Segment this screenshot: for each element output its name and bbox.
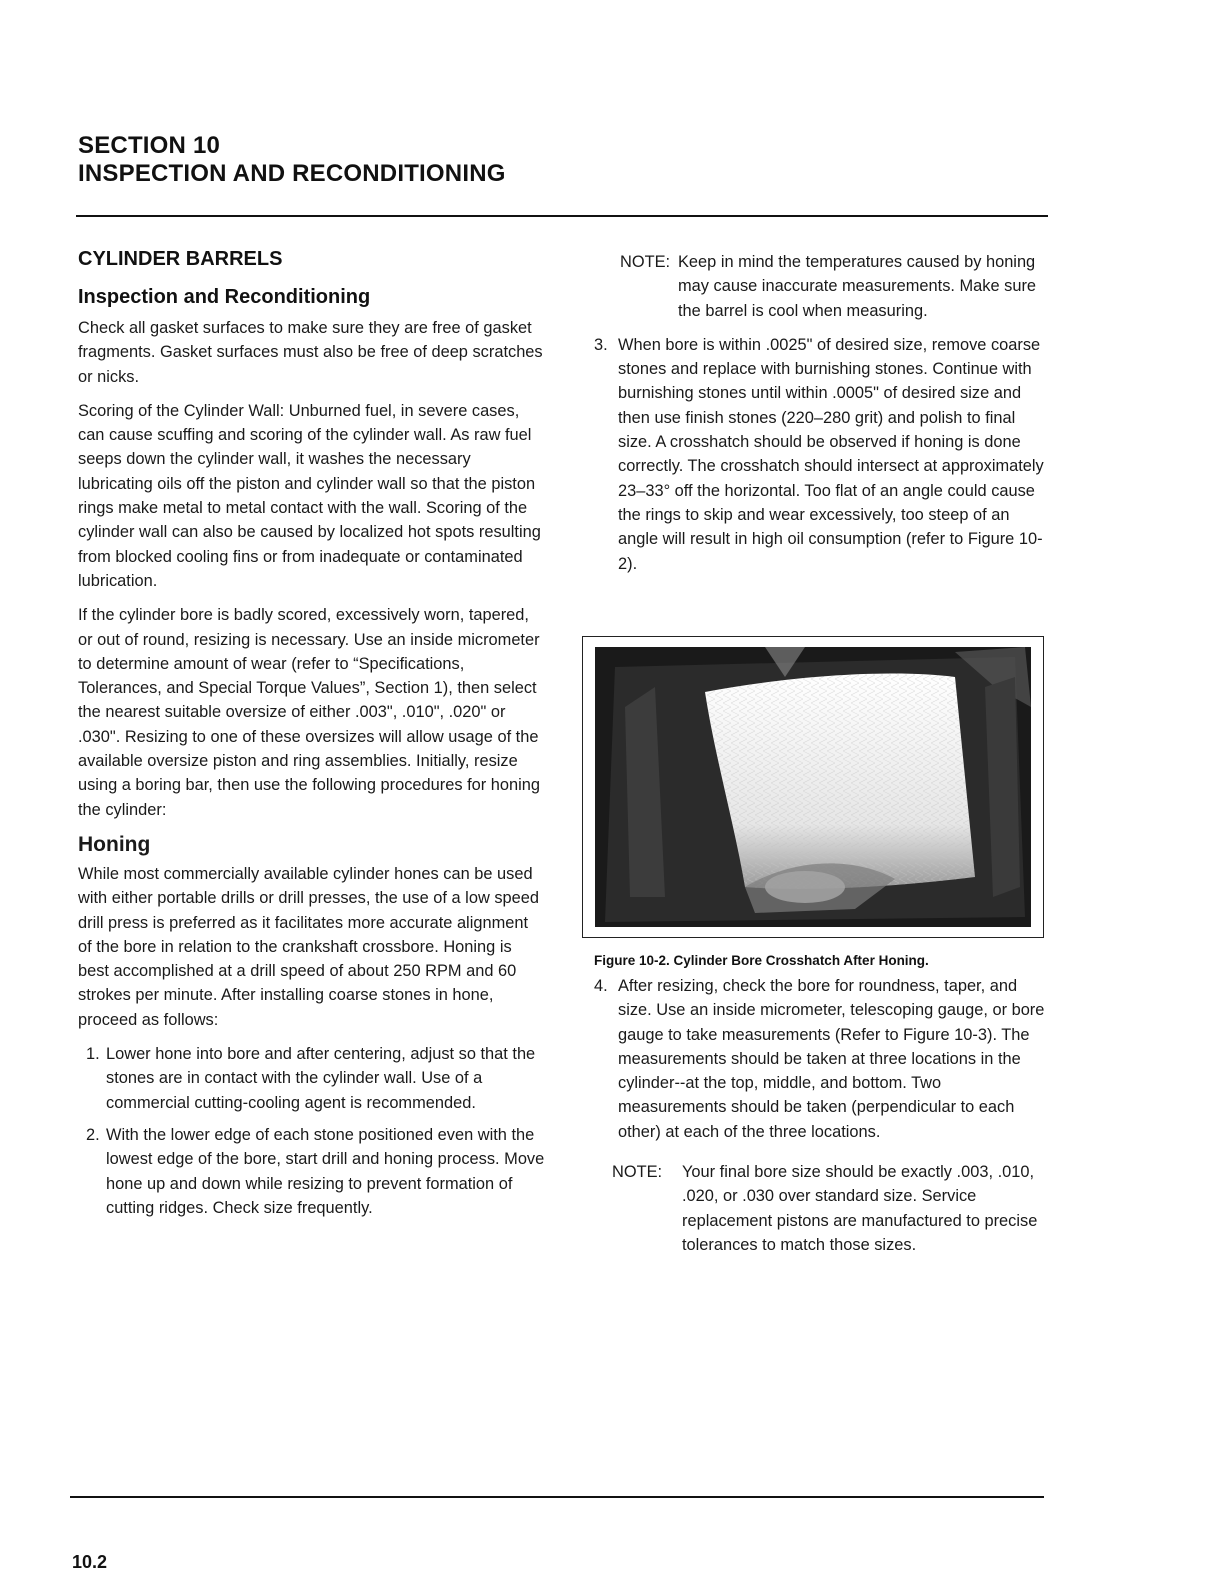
- step-text: Lower hone into bore and after centering, adjust so that the stones are in contact with the cylinder wall. Use of a commercial cutting-cooling agent is recommended.: [106, 1045, 536, 1112]
- step-number: 2.: [86, 1125, 100, 1144]
- figure-caption: Figure 10-2. Cylinder Bore Crosshatch After Honing.: [594, 953, 929, 968]
- heading-honing: Honing: [78, 832, 151, 856]
- paragraph-resizing: If the cylinder bore is badly scored, excessively worn, tapered, or out of round, resizing is necessary. Use an inside micrometer to determine amount of wear (refer to “Specifications, Tolerances, and Special Torque Values”, Section 1), then select the nearest suitable oversize of either .003", .010", .020" or .030". Resizing to one of these oversizes will allow usage of the available oversize piston and ring assemblies. Initially, resize using a boring bar, then use the following procedures for honing the cylinder:: [78, 606, 540, 819]
- note-text: Keep in mind the temperatures caused by honing may cause inaccurate measurements. Make sure the barrel is cool when measuring.: [678, 253, 1037, 320]
- note-text: Your final bore size should be exactly .003, .010, .020, or .030 over standard size. Service replacement pistons are manufactured to precise tolerances to match those sizes.: [682, 1163, 1038, 1254]
- left-column: [78, 246, 546, 1228]
- list-item: [78, 1123, 546, 1220]
- step-text: With the lower edge of each stone positioned even with the lowest edge of the bore, start drill and honing process. Move hone up and down while resizing to prevent formation of cutting ridges. Check size frequently.: [106, 1125, 545, 1217]
- figure-10-2: [582, 636, 1044, 938]
- section-name: INSPECTION AND RECONDITIONING: [78, 160, 506, 187]
- note-temperature: [582, 250, 1052, 323]
- header-rule: [76, 215, 1048, 217]
- section-number: SECTION 10: [78, 132, 221, 159]
- paragraph-honing: While most commercially available cylinder hones can be used with either portable drills or drill presses, the use of a low speed drill press is preferred as it facilitates more accurate alignment of the bore in relation to the crankshaft crossbore. Honing is best accomplished at a drill speed of about 250 RPM and 60 strokes per minute. After installing coarse stones in hone, proceed as follows:: [78, 864, 539, 1029]
- note-label: NOTE:: [612, 1163, 663, 1182]
- step-text: When bore is within .0025" of desired size, remove coarse stones and replace with burnishing stones. Continue with burnishing stones until within .0005" of desired size and then use finish stones (220–280 grit) and polish to final size. A crosshatch should be observed if honing is done correctly. The crosshatch should intersect at approximately 23–33° off the horizontal. Too flat of an angle could cause the rings to skip and wear excessively, too steep of an angle will result in high oil consumption (refer to Figure 10-2).: [618, 335, 1044, 573]
- subheading-inspection: Inspection and Reconditioning: [78, 286, 371, 308]
- heading-cylinder-barrels: CYLINDER BARRELS: [78, 248, 283, 270]
- step-text: After resizing, check the bore for roundness, taper, and size. Use an inside micrometer, telescoping gauge, or bore gauge to take measurements (Refer to Figure 10-3). The measurements should be taken at three locations in the cylinder--at the top, middle, and bottom. Two measurements should be taken (perpendicular to each other) at each of the three locations.: [618, 977, 1045, 1141]
- page-number: 10.2: [72, 1552, 108, 1572]
- list-item: [582, 333, 1052, 576]
- paragraph-scoring: Scoring of the Cylinder Wall: Unburned fuel, in severe cases, can cause scuffing and scoring of the cylinder wall. As raw fuel seeps down the cylinder wall, it washes the necessary lubricating oils off the piston and cylinder wall so that the piston rings make metal to metal contact with the wall. Scoring of the cylinder wall can also be caused by localized hot spots resulting from blocked cooling fins or from inadequate or contaminated lubrication.: [78, 401, 541, 590]
- list-item: [582, 974, 1052, 1144]
- right-column-upper: [582, 250, 1052, 588]
- note-final-bore-size: [582, 1160, 1052, 1257]
- step-number: 3.: [594, 335, 608, 354]
- step-number: 1.: [86, 1045, 100, 1064]
- right-column-lower: [582, 974, 1052, 1257]
- note-label: NOTE:: [620, 253, 671, 271]
- step-number: 4.: [594, 977, 608, 995]
- list-item: [78, 1042, 546, 1115]
- paragraph-gasket: Check all gasket surfaces to make sure they are free of gasket fragments. Gasket surfaces must also be free of deep scratches or nicks.: [78, 319, 543, 386]
- footer-rule: [70, 1496, 1044, 1498]
- cylinder-bore-photo: [595, 647, 1031, 927]
- section-title: [78, 132, 506, 188]
